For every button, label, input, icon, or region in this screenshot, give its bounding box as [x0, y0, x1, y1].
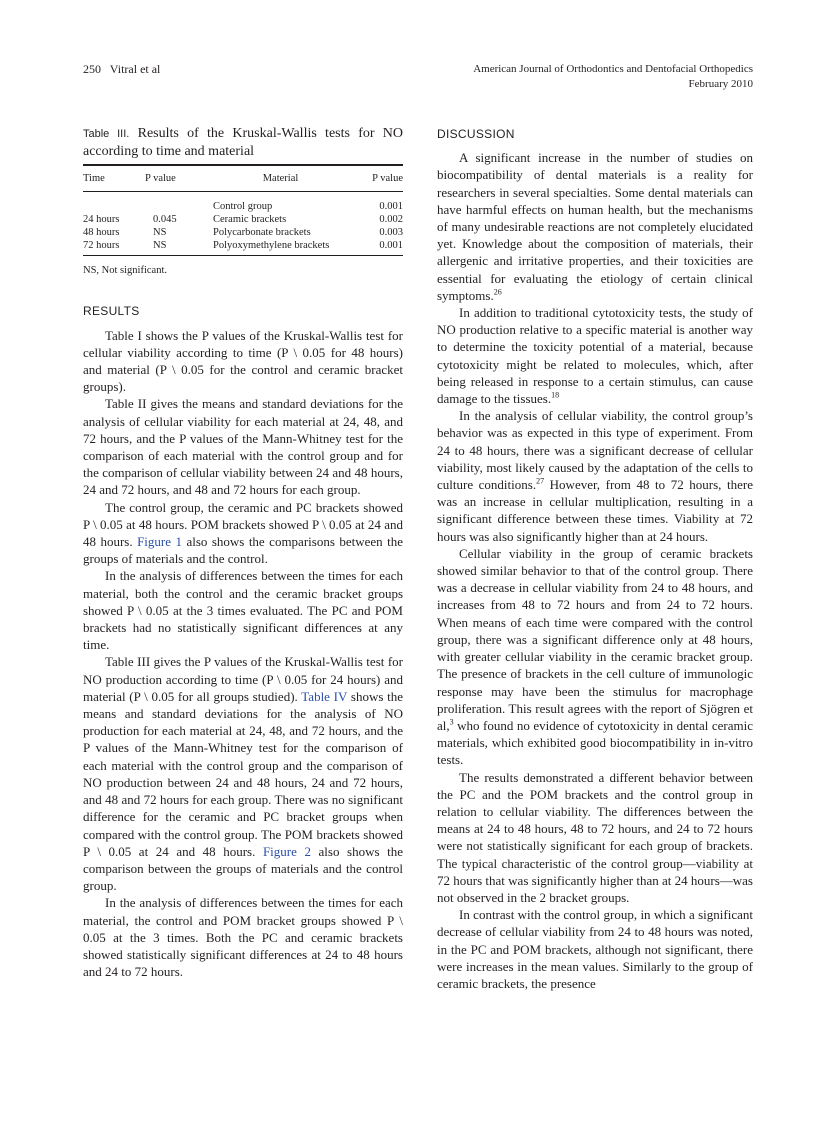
table-cell [83, 192, 145, 214]
text-run: Cellular viability in the group of ceramic brackets showed similar behavior to that of the control group. There was a decrease in cellular viability from 24 to 48 hours, and increases from 48 to 72 hours and from 24 to 72 hours. When means of each time were compared with the control group, there was a significant difference only at 48 hours, with greater cellular viability in the ceramic bracket group. The presence of brackets in the cell culture of immunologic response may have been the stimulus for macrophage proliferation. This result agrees with the report of Sjögren et al, [437, 545, 753, 733]
paragraph [437, 304, 753, 407]
paragraph [83, 499, 403, 568]
table-row [83, 213, 403, 226]
running-header-right [473, 62, 753, 92]
col-header: Material [213, 165, 348, 192]
citation-ref: 18 [551, 390, 560, 400]
text-run: Table II gives the means and standard deviations for the analysis of cellular viability for each material at 24, 48, and 72 hours, and the P values of the Mann-Whitney test for the comparison of each material with the control group and for the comparison of cellular viability between 24 and 48 hours, 24 and 72 hours, and 48 and 72 hours for each group. [83, 396, 403, 498]
table-row [83, 192, 403, 214]
table-cell: 0.001 [379, 201, 403, 213]
text-run: Table III gives the P values of the Kruskal-Wallis test for NO production according to time (P \ 0.05 for 24 hours) and material (P \ 0.05 for all groups studied). [83, 654, 403, 704]
text-run: also shows the comparison between the groups of materials and the control group. [83, 843, 403, 894]
col-header: Time [83, 165, 145, 192]
text-run: also shows the comparisons between the groups of materials and the control. [83, 534, 403, 567]
text-run: In addition to traditional cytotoxicity tests, the study of NO production relative to a specific material is another way to determine the toxicity potential of a material, because cytotoxicity might be related to molecules, which, after being released in response to a certain stimulus, can cause damage to the tissues. [437, 305, 753, 407]
table-cell: 0.045 [153, 214, 177, 226]
figure-link[interactable]: Table IV [301, 688, 348, 704]
figure-link[interactable]: Figure 1 [137, 534, 182, 550]
table-cell [145, 192, 213, 214]
discussion-heading: DISCUSSION [437, 127, 515, 141]
citation-ref: 27 [536, 476, 545, 486]
results-heading: RESULTS [83, 304, 140, 319]
paragraph [437, 545, 753, 769]
results-body [83, 327, 403, 981]
table-cell: NS [153, 227, 167, 239]
results-table [83, 164, 403, 256]
table-cell: 0.002 [379, 214, 403, 226]
text-run: In the analysis of differences between the times for each material, the control and POM bracket groups showed P \ 0.05 at the 3 times. Both the PC and ceramic brackets showed statistically significant differences at 24 to 48 hours and 24 to 72 hours. [83, 895, 403, 980]
table-label: Table III. [83, 128, 130, 140]
table-cell: 48 hours [83, 227, 120, 239]
table-cell: 0.001 [348, 239, 403, 256]
table-cell: Polycarbonate brackets [213, 227, 311, 239]
col-header: P value [145, 165, 213, 192]
paragraph [83, 327, 403, 396]
paragraph [437, 906, 753, 992]
figure-link[interactable]: Figure 2 [262, 843, 311, 859]
citation-ref: 26 [493, 287, 502, 297]
paragraph [83, 567, 403, 653]
paragraph [83, 395, 403, 498]
table-cell: NS [145, 239, 213, 256]
table-caption-text: Results of the Kruskal-Wallis tests for NO according to time and material [83, 126, 404, 159]
text-run: However, from 48 to 72 hours, there was an increase in cellular multiplication, resulting in a significant difference between these times. Viability at 72 hours was also significantly higher than at 24 hours. [437, 477, 753, 544]
text-run: The results demonstrated a different behavior between the PC and the POM brackets and the control group in relation to cellular viability. The differences between the means at 24 to 48 hours, 48 to 72 hours, and 24 to 72 hours were not statistically significant for each group of brackets. The typical characteristic of the control group—viability at 72 hours that was significantly higher than at 24 hours—was not observed in the 2 bracket groups. [437, 769, 753, 905]
text-run: In the analysis of differences between the times for each material, both the control and the ceramic bracket groups showed P \ 0.05 at the 3 times evaluated. The PC and POM brackets had no statistically significant differences at any time. [83, 568, 403, 653]
left-column [83, 125, 403, 980]
table-note: NS, Not significant. [83, 265, 167, 277]
citation-ref: 3 [449, 717, 454, 727]
paragraph [437, 769, 753, 907]
table-cell: Polyoxymethylene brackets [213, 239, 348, 256]
text-run: In the analysis of cellular viability, the control group’s behavior was as expected in this type of experiment. From 24 to 48 hours, there was a significant decrease of cellular viability, most likely caused by the adaptation of the cells to culture conditions. [437, 408, 753, 493]
table-cell: 0.003 [379, 227, 403, 239]
text-run: The control group, the ceramic and PC brackets showed P \ 0.05 at 48 hours. POM brackets showed P \ 0.05 at 24 and 48 hours. [83, 499, 403, 550]
text-run: who found no evidence of cytotoxicity in dental ceramic materials, which exhibited good biocompatibility in in-vitro tests. [437, 717, 753, 768]
text-run: In contrast with the control group, in which a significant decrease of cellular viability from 24 to 48 hours was noted, in the PC and POM brackets, although not significant, there were increases in the mean values. Similarly to the group of ceramic brackets, the presence [437, 907, 753, 991]
text-run: A significant increase in the number of studies on biocompatibility of dental materials is a reality for researchers in several specialties. Some dental materials can have harmful effects on human health, but the mechanisms of many undesirable reactions are not completely elucidated yet. Knowledge about the composition of materials, their allergenic and irritative properties, and their toxicities are essential for evaluating the etiology of certain clinical symptoms. [437, 150, 753, 303]
right-column [437, 126, 753, 992]
table-cell: Ceramic brackets [213, 214, 287, 226]
paragraph [437, 149, 753, 304]
issue-date: February 2010 [688, 78, 753, 90]
table-caption [83, 125, 403, 160]
paragraph [83, 653, 403, 894]
text-run: Table I shows the P values of the Kruskal-Wallis test for cellular viability according to time (P \ 0.05 for 48 hours) and material (P \ 0.05 for the control and ceramic bracket groups). [83, 327, 403, 395]
authors: Vitral et al [109, 62, 161, 76]
col-header: P value [348, 165, 403, 192]
page-number: 250 [83, 62, 101, 76]
table-row [83, 226, 403, 239]
paragraph [437, 407, 753, 545]
paragraph [83, 894, 403, 980]
table-row [83, 239, 403, 256]
table-cell: 24 hours [83, 214, 120, 226]
table-cell: Control group [213, 201, 273, 213]
running-header-left [83, 62, 160, 77]
discussion-body [437, 149, 753, 992]
table-cell: 72 hours [83, 239, 145, 256]
text-run: shows the means and standard deviations for the analysis of NO production for each material at 24, 48, and 72 hours, and the P values of the Mann-Whitney test for the comparison of each material with the control group and the comparison of NO production between 24 and 48 hours, 24 and 72 hours, and 48 and 72 hours for each group. There was no significant difference for the ceramic and PC bracket groups when compared with the control group. The POM brackets showed P \ 0.05 at 24 and 48 hours. [83, 688, 404, 859]
journal-name: American Journal of Orthodontics and Dentofacial Orthopedics [473, 63, 753, 75]
